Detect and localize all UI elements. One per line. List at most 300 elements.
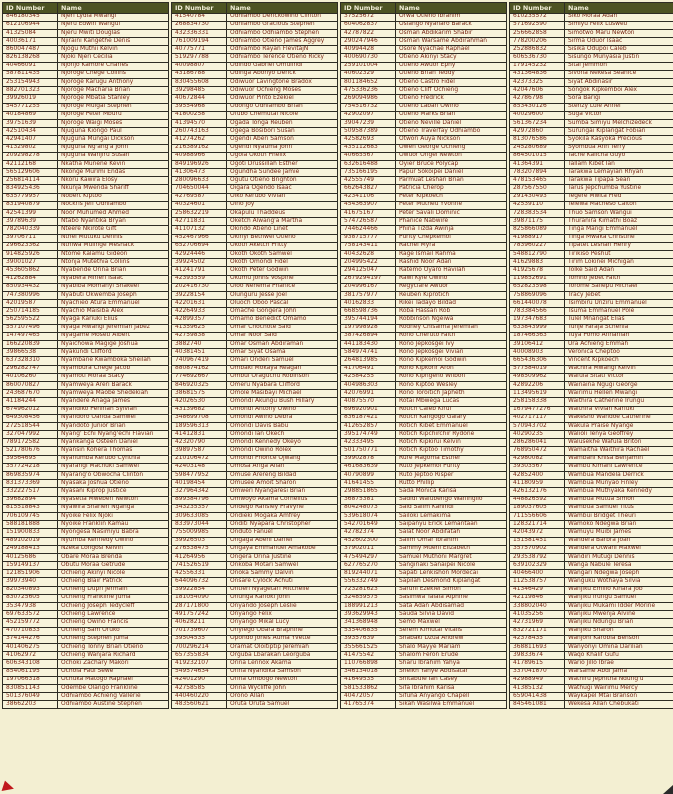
- table-row: [3, 512, 169, 520]
- name-cell: Onyando Joseph Leslie: [227, 603, 338, 611]
- name-cell: Rotich Kibet Emmanuel: [396, 422, 507, 430]
- table-row: [510, 62, 673, 70]
- name-cell: Ntabo Nyantika Bryan: [58, 218, 169, 226]
- name-cell: Onunga Karioki John: [227, 594, 338, 602]
- id-number-cell: 39973940: [3, 578, 58, 586]
- table-row: [3, 103, 169, 111]
- name-cell: Onditi Nyapara Christopher: [227, 521, 338, 529]
- table-row: [341, 226, 507, 234]
- name-cell: Omache Gongera John: [227, 308, 338, 316]
- table-row: [341, 365, 507, 373]
- name-cell: Sapilah Desmond Kiplangat: [396, 578, 507, 586]
- table-row: [510, 46, 673, 54]
- name-cell: Odhiambo Rayan FlevitájN: [227, 46, 338, 54]
- id-number-cell: 41540784: [172, 13, 227, 21]
- table-row: [341, 128, 507, 136]
- id-number-cell: 280096633: [172, 177, 227, 185]
- id-number-cell: 40106260: [3, 373, 58, 381]
- table-row: [341, 562, 507, 570]
- id-number-cell: 42373325: [510, 79, 565, 87]
- table-row: [3, 169, 169, 177]
- name-cell: Wairimu Hellen Mwangi: [565, 390, 673, 398]
- name-cell: Shabaki Dzua Andrew: [396, 635, 507, 643]
- table-row: [172, 357, 338, 365]
- name-cell: Njogu Muthii Kelvin: [58, 46, 169, 54]
- id-number-cell: 604062837: [341, 21, 396, 29]
- table-row: [172, 242, 338, 250]
- table-row: [172, 488, 338, 496]
- table-row: [3, 619, 169, 627]
- id-number-cell: 412652857: [341, 422, 396, 430]
- table-row: [3, 439, 169, 447]
- id-number-cell: 914825926: [3, 250, 58, 258]
- id-number-cell: 783207894: [510, 169, 565, 177]
- name-cell: Nyarangi Machuki Samwel: [58, 463, 169, 471]
- table-row: [510, 431, 673, 439]
- name-cell: Oruta Oruta Samuel: [227, 701, 338, 709]
- table-row: [172, 95, 338, 103]
- id-number-cell: 836187421: [341, 414, 396, 422]
- table-row: [3, 308, 169, 316]
- id-number-cell: 758869096: [510, 291, 565, 299]
- id-number-cell: 41364391: [510, 160, 565, 168]
- table-row: [341, 111, 507, 119]
- id-number-cell: 556332749: [341, 578, 396, 586]
- table-row: [3, 627, 169, 635]
- table-row: [3, 693, 169, 701]
- name-cell: Orwa Otieno Ibrahim: [396, 13, 507, 21]
- id-number-cell: 400690730: [341, 54, 396, 62]
- id-number-cell: 659041438: [510, 693, 565, 701]
- table-row: [341, 152, 507, 160]
- id-number-cell: 674962012: [3, 406, 58, 414]
- name-cell: Nyambane Kwamboka Sheilah: [58, 357, 169, 365]
- id-number-cell: 202416730: [172, 283, 227, 291]
- name-cell: Owuor Ongei Newton: [396, 152, 507, 160]
- table-row: [510, 218, 673, 226]
- table-row: [172, 54, 338, 62]
- id-number-cell: 39922854: [172, 586, 227, 594]
- name-cell: Ombaki Mokaya Reagan: [227, 365, 338, 373]
- name-cell: Ochieng Tonny Brian Otieno: [58, 643, 169, 651]
- name-cell: Sharu Ibrahim Yahya: [396, 660, 507, 668]
- name-cell: Obutu Moraa Getrude: [58, 562, 169, 570]
- name-cell: Oluoch Oboo Pascal: [227, 300, 338, 308]
- table-row: [510, 496, 673, 504]
- id-number-cell: 42403148: [172, 463, 227, 471]
- name-cell: Odhiambo Gracious Stephen: [227, 21, 338, 29]
- name-cell: Nyaga Kariuki Elius: [58, 316, 169, 324]
- table-row: [172, 87, 338, 95]
- header-row: [3, 3, 169, 14]
- id-number-cell: 293538792: [510, 553, 565, 561]
- name-cell: Rure Magoma Esther: [396, 455, 507, 463]
- table-row: [510, 13, 673, 21]
- id-number-cell: 42201631: [172, 300, 227, 308]
- name-cell: Otieno Awuor Ephy: [396, 62, 507, 70]
- id-number-cell: 833973044: [172, 521, 227, 529]
- table-row: [510, 635, 673, 643]
- id-number-cell: 652823598: [510, 283, 565, 291]
- table-row: [510, 480, 673, 488]
- name-cell: Ofubo Chemutai Nicole: [227, 111, 338, 119]
- name-cell: Simiyu Felix Lusweti: [565, 21, 673, 29]
- name-cell: Otwori Auya Nickson: [396, 136, 507, 144]
- table-row: [510, 267, 673, 275]
- id-number-cell: 815518843: [3, 504, 58, 512]
- table-row: [341, 521, 507, 529]
- name-cell: Wathiru Jephitha Ndung'u: [565, 676, 673, 684]
- name-cell: Orina Ombogo Newton: [227, 676, 338, 684]
- table-row: [3, 578, 169, 586]
- table-row: [510, 676, 673, 684]
- name-cell: Warsame Abdi Jama: [565, 668, 673, 676]
- name-cell: Wanjiku Mwenja Alvine: [565, 611, 673, 619]
- name-cell: Omuse Arereng Bildad: [227, 472, 338, 480]
- table-row: [510, 316, 673, 324]
- id-number-cell: 452159772: [3, 619, 58, 627]
- id-number-cell: 256814114: [3, 177, 58, 185]
- id-number-cell: 298851865: [341, 488, 396, 496]
- id-number-cell: 41800258: [172, 111, 227, 119]
- id-number-cell: 542701649: [341, 521, 396, 529]
- id-number-cell: 612106944: [3, 21, 58, 29]
- table-row: [510, 463, 673, 471]
- name-cell: Ochieng Lawrence: [58, 611, 169, 619]
- id-number-cell: 41264956: [172, 553, 227, 561]
- table-row: [3, 676, 169, 684]
- id-number-cell: 813076586: [510, 136, 565, 144]
- table-row: [3, 455, 169, 463]
- table-row: [510, 54, 673, 62]
- name-cell: Rono Kipkorir Aron: [396, 365, 507, 373]
- table-row: [172, 365, 338, 373]
- id-number-cell: 545771255: [3, 103, 58, 111]
- name-cell: Nyanumba Kerubo Cynthia: [58, 455, 169, 463]
- table-row: [510, 627, 673, 635]
- id-number-cell: 39789639: [3, 218, 58, 226]
- table-row: [510, 136, 673, 144]
- id-number-cell: 668598736: [341, 308, 396, 316]
- name-cell: Rono Cheruto Faith: [396, 332, 507, 340]
- table-row: [3, 390, 169, 398]
- table-row: [172, 398, 338, 406]
- name-cell: Wachira Mwangi Kelvin: [565, 365, 673, 373]
- id-number-cell: 42539110: [510, 201, 565, 209]
- name-cell: Omeru Nyabara Clifford: [227, 381, 338, 389]
- id-name-table: [2, 2, 169, 709]
- name-cell: Nyumba Kennedy Owino: [58, 537, 169, 545]
- table-row: [172, 144, 338, 152]
- id-number-cell: 338802040: [510, 603, 565, 611]
- id-number-cell: 395174749: [341, 431, 396, 439]
- id-number-cell: 644096732: [172, 578, 227, 586]
- table-row: [510, 398, 673, 406]
- name-cell: Nyoike Franklin Kamau: [58, 521, 169, 529]
- id-number-cell: 2679294197: [341, 275, 396, 283]
- table-row: [510, 144, 673, 152]
- table-row: [341, 635, 507, 643]
- table-row: [172, 291, 338, 299]
- table-row: [341, 242, 507, 250]
- id-number-cell: 649308456: [3, 414, 58, 422]
- table-row: [3, 381, 169, 389]
- id-number-cell: 41035256: [510, 611, 565, 619]
- table-row: [341, 95, 507, 103]
- table-row: [341, 210, 507, 218]
- table-row: [510, 684, 673, 692]
- name-cell: Omweri Nyangaresi Brian: [227, 488, 338, 496]
- id-number-cell: 755009985: [172, 529, 227, 537]
- name-cell: Njuguna Ng'ang'a John: [58, 144, 169, 152]
- table-row: [172, 668, 338, 676]
- name-cell: Omondi Ian Okech: [227, 431, 338, 439]
- name-cell: Omusee Amoit Sharon: [227, 480, 338, 488]
- name-cell: Otieno Cliff Ochieng: [396, 87, 507, 95]
- name-cell: Ogutu Otieno Brighton: [227, 177, 338, 185]
- id-number-cell: 741526519: [172, 562, 227, 570]
- name-cell: Tirikiso Peshut: [565, 250, 673, 258]
- name-cell: Njoroge Karugu Anthony: [58, 79, 169, 87]
- table-row: [341, 316, 507, 324]
- table-row: [510, 283, 673, 291]
- table-row: [510, 234, 673, 242]
- name-cell: Sada Monica Karisa: [396, 488, 507, 496]
- table-row: [3, 496, 169, 504]
- table-row: [341, 29, 507, 37]
- id-number-cell: 825866089: [510, 226, 565, 234]
- table-row: [172, 635, 338, 643]
- id-number-cell: 696920901: [341, 406, 396, 414]
- id-number-cell: 39902878: [341, 455, 396, 463]
- id-number-cell: 846920325: [172, 381, 227, 389]
- name-cell: Tuya Pomo Annaniah: [565, 332, 673, 340]
- id-number-cell: 39106412: [510, 341, 565, 349]
- table-row: [3, 562, 169, 570]
- id-number-cell: 40875570: [341, 398, 396, 406]
- table-row: [341, 668, 507, 676]
- id-number-cell: 632616488: [341, 160, 396, 168]
- table-row: [172, 177, 338, 185]
- name-cell: Torome Sailepu Michael: [565, 283, 673, 291]
- table-row: [3, 226, 169, 234]
- table-row: [3, 537, 169, 545]
- table-row: [3, 488, 169, 496]
- table-row: [510, 21, 673, 29]
- table-row: [510, 201, 673, 209]
- name-cell: Ochieng Akinyi Nicole: [58, 570, 169, 578]
- table-row: [510, 275, 673, 283]
- table-row: [3, 603, 169, 611]
- id-number-cell: 39047239: [341, 119, 396, 127]
- id-number-cell: 598477952: [172, 472, 227, 480]
- id-number-header: ID Number: [3, 3, 58, 14]
- table-row: [172, 218, 338, 226]
- id-number-cell: 42892206: [510, 381, 565, 389]
- id-number-cell: 40324601: [172, 201, 227, 209]
- name-cell: Odiwuor Lavingtone Bradox: [227, 79, 338, 87]
- table-row: [172, 103, 338, 111]
- header-row: [341, 3, 507, 14]
- table-row: [341, 144, 507, 152]
- id-number-cell: 39924502: [172, 259, 227, 267]
- table-row: [3, 152, 169, 160]
- name-cell: Nyachieo Atura Emmanuel: [58, 300, 169, 308]
- table-row: [510, 537, 673, 545]
- id-number-cell: 113495619: [510, 390, 565, 398]
- id-number-cell: 40790899: [341, 472, 396, 480]
- name-cell: Peter Kipkoech: [396, 193, 507, 201]
- id-number-cell: 368811693: [510, 643, 565, 651]
- name-cell: Sikah Wasilwa Emmanuel: [396, 701, 507, 709]
- id-number-cell: 348699708: [172, 414, 227, 422]
- table-row: [341, 594, 507, 602]
- id-number-cell: 452467966: [172, 234, 227, 242]
- name-cell: Njuguna Mungai Dickson: [58, 136, 169, 144]
- id-number-cell: 268834730: [172, 21, 227, 29]
- name-cell: Ruto Jepkemoi Purity: [396, 463, 507, 471]
- name-cell: Nyamweya Maobe Shedekiah: [58, 390, 169, 398]
- table-row: [341, 431, 507, 439]
- table-row: [510, 488, 673, 496]
- name-cell: Nyagame Moseti Albert: [58, 332, 169, 340]
- name-cell: Waqo Khalif Gufu: [565, 652, 673, 660]
- table-row: [341, 701, 507, 709]
- id-number-cell: 374144276: [3, 635, 58, 643]
- table-row: [3, 291, 169, 299]
- name-cell: Rachel Myra: [396, 242, 507, 250]
- table-row: [172, 570, 338, 578]
- table-row: [510, 38, 673, 46]
- table-row: [172, 119, 338, 127]
- name-cell: Wainaina Ngugi George: [565, 381, 673, 389]
- id-number-cell: 41629883: [510, 259, 565, 267]
- id-number-cell: 42043972: [510, 529, 565, 537]
- name-cell: Thuranira Kimathi Boaz: [565, 218, 673, 226]
- name-cell: Odhiambo Odhiambo Stephen: [227, 29, 338, 37]
- id-number-cell: 40198454: [172, 480, 227, 488]
- id-number-cell: 854061195: [3, 668, 58, 676]
- name-cell: Nyambura Chege Jacob: [58, 365, 169, 373]
- id-number-cell: 42769587: [172, 193, 227, 201]
- id-number-cell: 584974741: [341, 349, 396, 357]
- name-cell: Otieno Laban Owino: [396, 103, 507, 111]
- id-number-cell: 758143411: [341, 242, 396, 250]
- name-cell: Sailoki Lemakima: [396, 512, 507, 520]
- id-number-cell: 735166195: [341, 169, 396, 177]
- table-row: [172, 308, 338, 316]
- id-number-cell: 42988949: [510, 676, 565, 684]
- id-number-cell: 41925678: [510, 267, 565, 275]
- name-cell: Ondieki Mogaka Amfrey: [227, 512, 338, 520]
- id-number-cell: 711556606: [510, 512, 565, 520]
- id-number-cell: 40098807: [172, 62, 227, 70]
- table-row: [172, 349, 338, 357]
- name-cell: Nyasetia Mweberi Newton: [58, 496, 169, 504]
- id-number-cell: 112538757: [510, 578, 565, 586]
- table-row: [3, 463, 169, 471]
- name-cell: Tallam Kibet Ian: [565, 160, 673, 168]
- table-row: [172, 38, 338, 46]
- id-number-cell: 665436306: [510, 357, 565, 365]
- name-cell: Wandera Barbra Joan: [565, 537, 673, 545]
- id-number-cell: 357570902: [510, 545, 565, 553]
- id-number-cell: 860070827: [3, 381, 58, 389]
- name-header: Name: [58, 3, 169, 14]
- id-number-cell: 290247946: [341, 38, 396, 46]
- name-cell: Telewa Macheso Calton: [565, 201, 673, 209]
- name-cell: Rono Jepkosgei Vivian: [396, 349, 507, 357]
- table-row: [3, 365, 169, 373]
- table-column-2: [171, 2, 338, 709]
- name-cell: Nyandere Ariaga James: [58, 398, 169, 406]
- name-cell: Obare Moraa Brenda: [58, 553, 169, 561]
- id-number-cell: 42556331: [172, 570, 227, 578]
- table-row: [510, 291, 673, 299]
- name-cell: Wandera Otwani Maxwel: [565, 545, 673, 553]
- id-number-cell: 395744194: [341, 316, 396, 324]
- name-cell: Wekesa Allan Chebukati: [565, 701, 673, 709]
- name-cell: Omar Osman Abdiraman: [227, 341, 338, 349]
- table-row: [341, 185, 507, 193]
- id-number-cell: 39564695: [3, 455, 58, 463]
- name-cell: Nkunja Mwenda Shariff: [58, 185, 169, 193]
- name-cell: Sheikh Yahye Abdisatar: [396, 668, 507, 676]
- table-row: [172, 341, 338, 349]
- table-row: [172, 512, 338, 520]
- table-row: [510, 553, 673, 561]
- table-row: [510, 701, 673, 709]
- id-number-cell: 42782374: [341, 529, 396, 537]
- table-row: [341, 414, 507, 422]
- name-cell: Robbinson Ngeiwa: [396, 316, 507, 324]
- name-cell: Okinyi Bethwel Otieno: [227, 234, 338, 242]
- id-number-cell: 188991213: [341, 603, 396, 611]
- name-cell: Regyclare Awuor: [396, 283, 507, 291]
- id-number-cell: 768950472: [510, 447, 565, 455]
- id-number-cell: 187466363: [510, 332, 565, 340]
- name-cell: Rotich Kangogo Galary: [396, 414, 507, 422]
- id-number-cell: 41394570: [172, 119, 227, 127]
- name-cell: Wakesho Wandoe Catherine: [565, 414, 673, 422]
- table-row: [341, 13, 507, 21]
- table-row: [172, 70, 338, 78]
- table-row: [172, 619, 338, 627]
- id-number-cell: 41346429: [510, 586, 565, 594]
- name-cell: Osman Warsame Abdirahman: [396, 38, 507, 46]
- id-number-cell: 166220839: [3, 341, 58, 349]
- name-cell: Wanyonyi Omina Darilian: [565, 643, 673, 651]
- id-number-cell: 147497465: [3, 332, 58, 340]
- name-cell: Veronica Cheptoo: [565, 349, 673, 357]
- table-row: [3, 95, 169, 103]
- id-number-cell: 209298278: [3, 152, 58, 160]
- table-row: [172, 332, 338, 340]
- name-cell: Waithira Catherine Irungu: [565, 398, 673, 406]
- table-row: [3, 160, 169, 168]
- name-cell: Okindo Atieno Linet: [227, 226, 338, 234]
- name-cell: Okoth Okoth Samwel: [227, 250, 338, 258]
- table-row: [510, 111, 673, 119]
- name-cell: Okoth Peter Godwin: [227, 267, 338, 275]
- name-cell: Omamo Benedict Omamo: [227, 316, 338, 324]
- id-number-cell: 42047606: [510, 87, 565, 95]
- id-number-cell: 39706711: [3, 234, 58, 242]
- name-cell: Omondi Davis Babu: [227, 422, 338, 430]
- id-number-cell: 42972860: [510, 128, 565, 136]
- name-cell: Otieno Brian Teddy: [396, 70, 507, 78]
- name-cell: Okapulu Thaddeus: [227, 210, 338, 218]
